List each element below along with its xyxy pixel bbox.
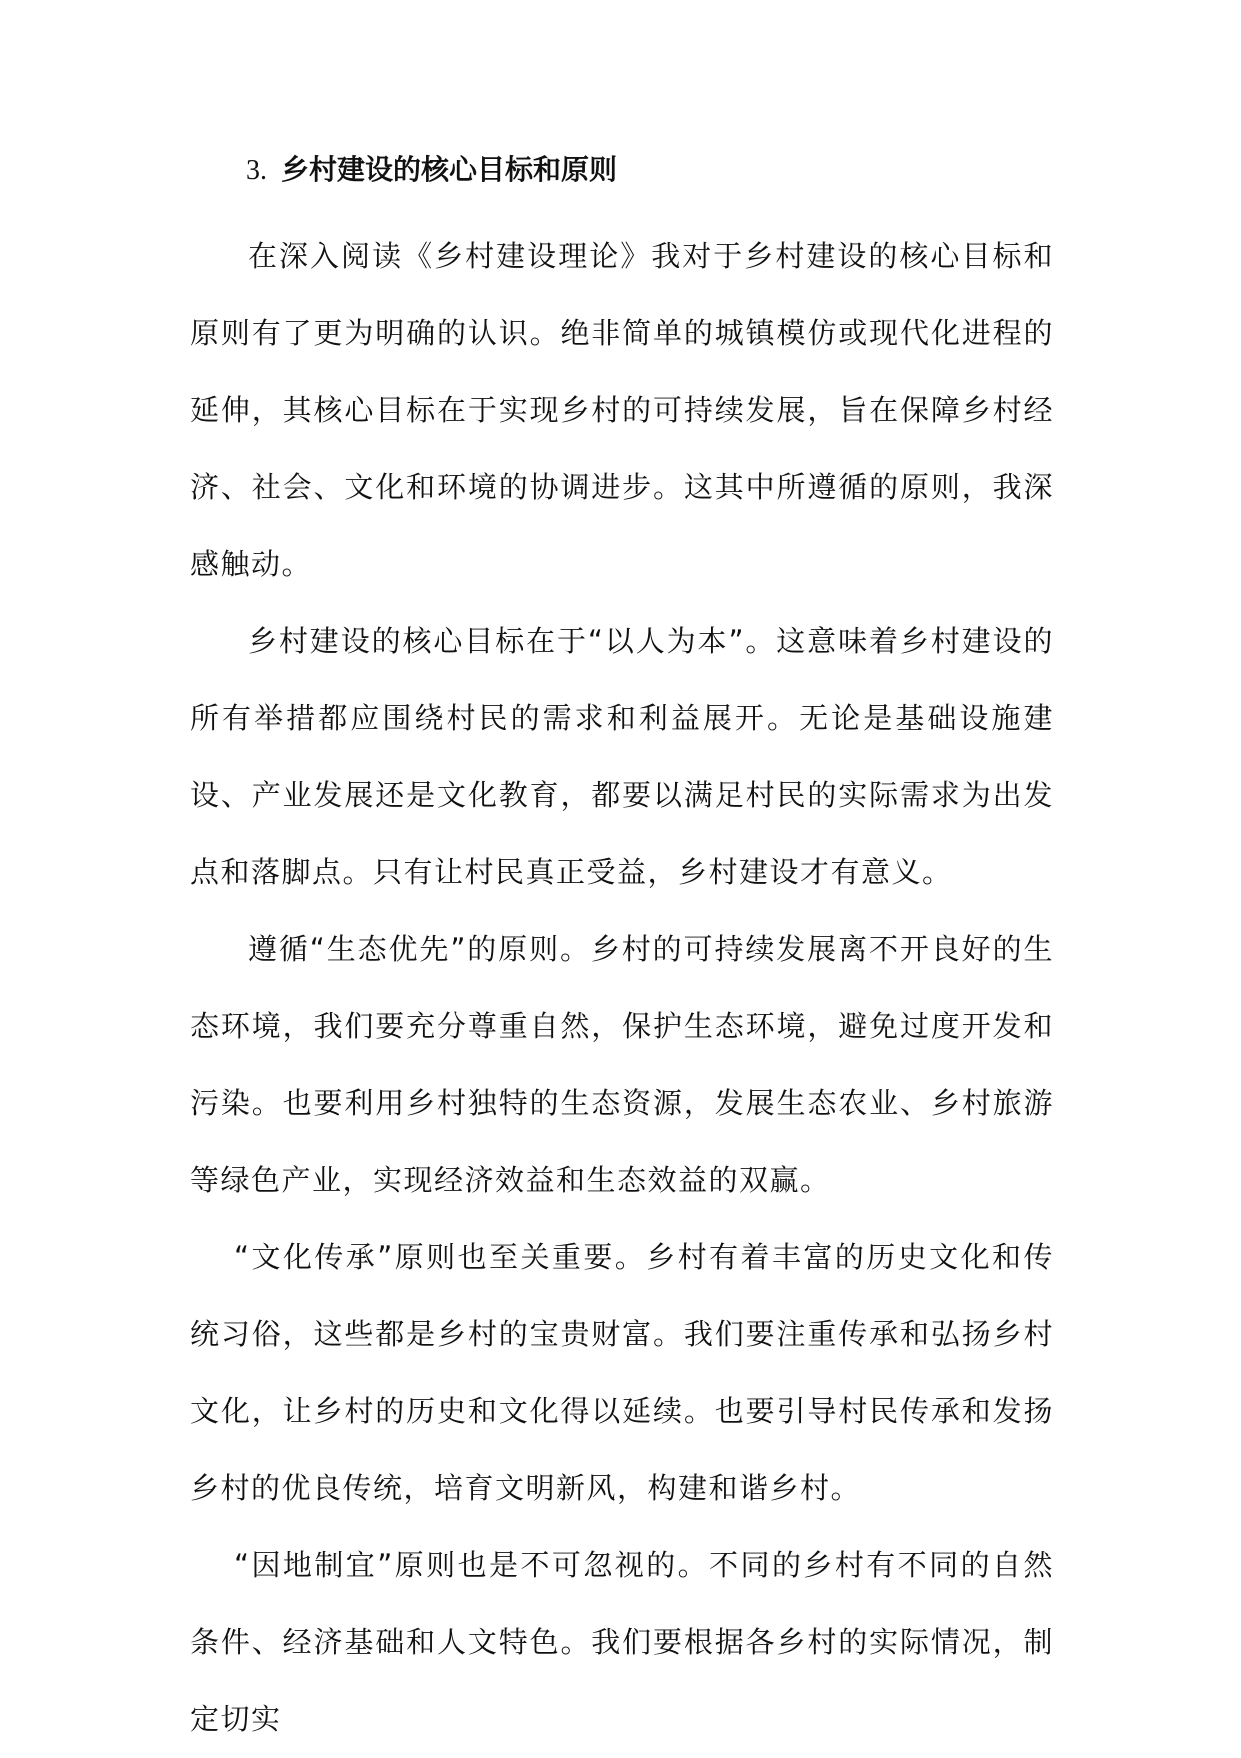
section-title: 乡村建设的核心目标和原则 — [281, 153, 618, 186]
section-heading — [246, 148, 617, 193]
paragraph-3: 遵循“生态优先”的原则。乡村的可持续发展离不开良好的生态环境，我们要充分尊重自然，保护生态环境，避免过度开发和污染。也要利用乡村独特的生态资源，发展生态农业、乡村旅游等绿色产业，实现经济效益和生态效益的双赢。 — [190, 932, 1054, 1197]
paragraph-5: “因地制宜”原则也是不可忽视的。不同的乡村有不同的自然条件、经济基础和人文特色。我们要根据各乡村的实际情况，制定切实 — [190, 1548, 1054, 1736]
body-text — [190, 218, 1054, 1758]
paragraph-4: “文化传承”原则也至关重要。乡村有着丰富的历史文化和传统习俗，这些都是乡村的宝贵财富。我们要注重传承和弘扬乡村文化，让乡村的历史和文化得以延续。也要引导村民传承和发扬乡村的优良传统，培育文明新风，构建和谐乡村。 — [190, 1240, 1054, 1505]
section-number: 3. — [246, 155, 267, 186]
paragraph-1: 在深入阅读《乡村建设理论》我对于乡村建设的核心目标和原则有了更为明确的认识。绝非简单的城镇模仿或现代化进程的延伸，其核心目标在于实现乡村的可持续发展，旨在保障乡村经济、社会、文化和环境的协调进步。这其中所遵循的原则，我深感触动。 — [190, 239, 1054, 581]
paragraph-2: 乡村建设的核心目标在于“以人为本”。这意味着乡村建设的所有举措都应围绕村民的需求和利益展开。无论是基础设施建设、产业发展还是文化教育，都要以满足村民的实际需求为出发点和落脚点。只有让村民真正受益，乡村建设才有意义。 — [190, 624, 1054, 889]
